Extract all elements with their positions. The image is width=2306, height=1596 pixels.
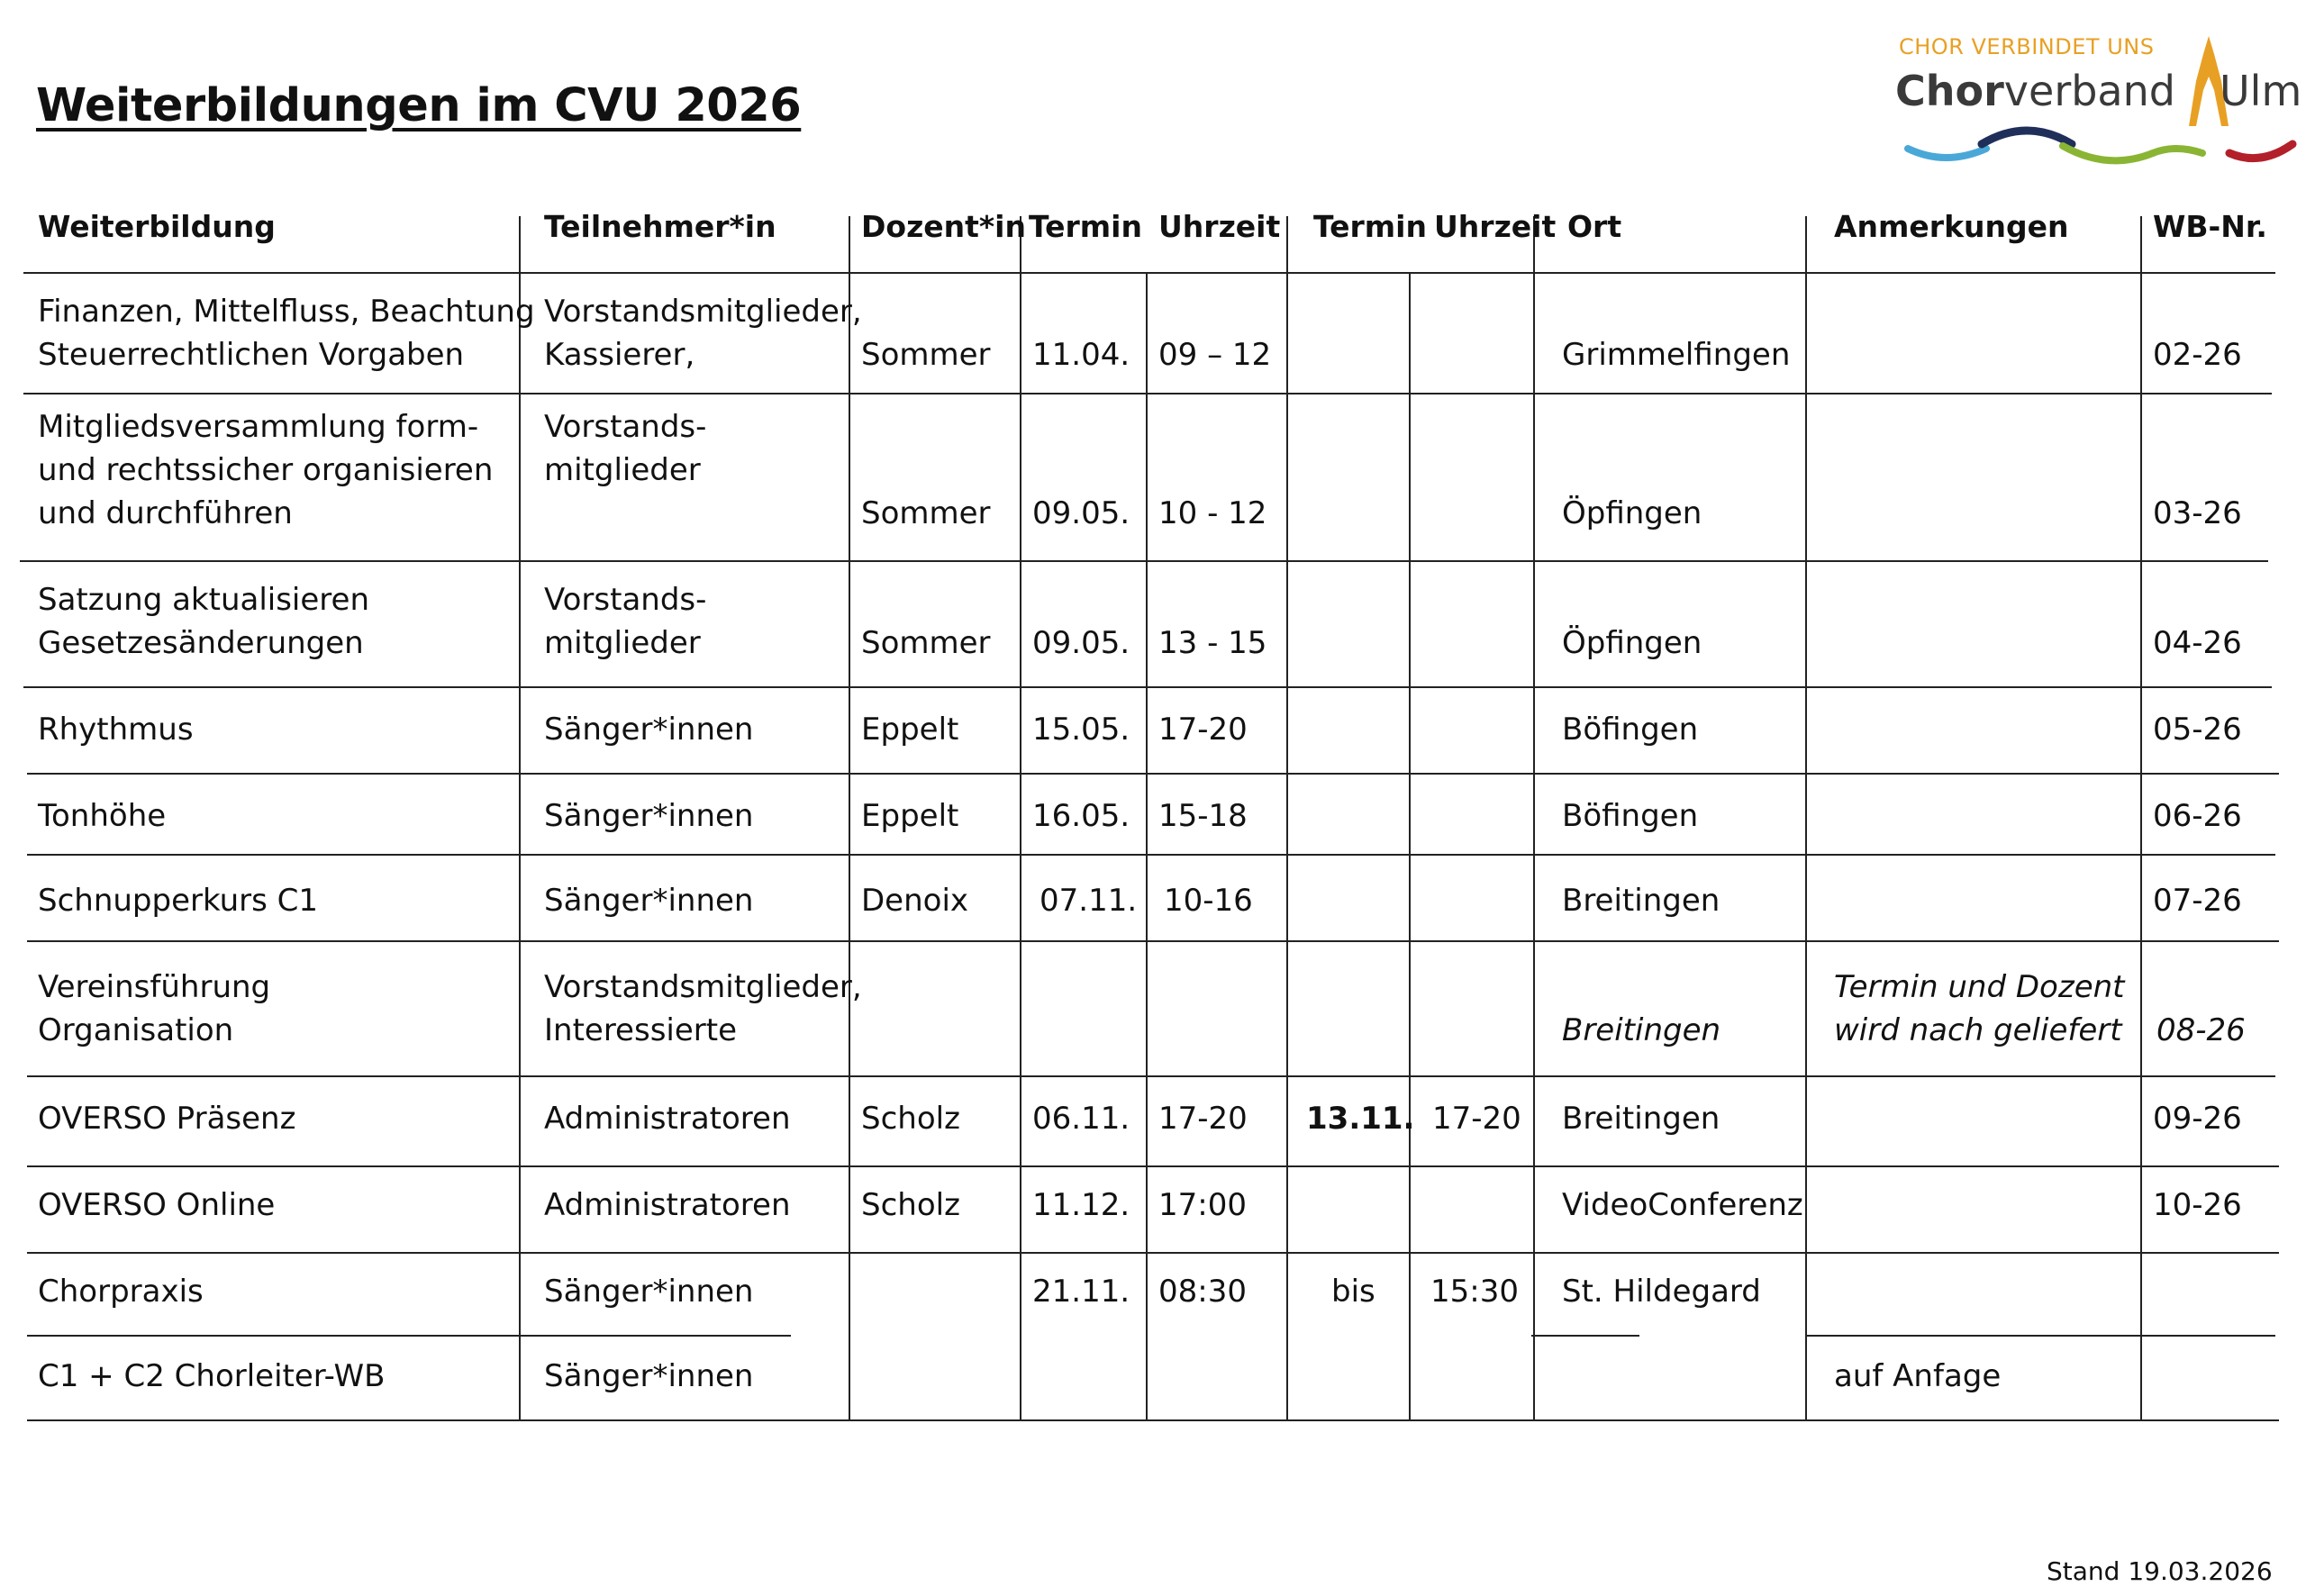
cell-weiterbildung: OVERSO Online [38,1187,276,1223]
row-divider [27,1419,2279,1421]
cell-termin-1: 09.05. [1032,495,1130,531]
header-ort: Ort [1567,209,1622,244]
row-divider [27,1335,791,1337]
column-divider [1020,216,1021,1421]
cell-uhrzeit-1: 09 – 12 [1158,337,1272,373]
cell-ort: Breitingen [1562,1101,1720,1137]
cell-anmerkungen: auf Anfage [1834,1358,2002,1394]
cell-teilnehmer: Sänger*innen [544,883,754,919]
header-wb-nr: WB-Nr. [2153,209,2267,244]
cell-dozent: Sommer [861,495,991,531]
footer-stand-date: Stand 19.03.2026 [2047,1556,2273,1586]
page-title: Weiterbildungen im CVU 2026 [36,79,802,132]
cell-weiterbildung: C1 + C2 Chorleiter-WB [38,1358,386,1394]
cell-weiterbildung: Chorpraxis [38,1274,204,1310]
cell-termin-1: 15.05. [1032,712,1130,748]
row-divider [27,1165,2279,1167]
cell-termin-2: bis [1331,1274,1375,1310]
cell-weiterbildung: Satzung aktualisieren Gesetzesänderungen [38,582,369,661]
row-divider [27,773,2279,775]
column-divider [1286,216,1288,1421]
cell-ort: VideoConferenz [1562,1187,1803,1223]
header-anmerkungen: Anmerkungen [1834,209,2069,244]
cell-dozent: Scholz [861,1101,960,1137]
cell-teilnehmer: Vorstandsmitglieder, Kassierer, [544,294,862,373]
cell-termin-1: 11.12. [1032,1187,1130,1223]
header-termin-2: Termin [1313,209,1427,244]
cell-ort: Breitingen [1562,1012,1721,1048]
column-divider [849,216,850,1421]
column-divider [2140,216,2142,1421]
cell-ort: Böfingen [1562,712,1699,748]
column-divider [519,216,521,1421]
cell-wb-nr: 03-26 [2153,495,2242,531]
cell-teilnehmer: Sänger*innen [544,712,754,748]
cell-termin-2: 13.11. [1306,1101,1415,1137]
cell-wb-nr: 08-26 [2156,1012,2246,1048]
row-divider [1807,1335,2275,1337]
cell-weiterbildung: Finanzen, Mittelfluss, Beachtung Steuerrechtlichen Vorgaben [38,294,535,373]
row-divider [20,560,2268,562]
cell-uhrzeit-1: 08:30 [1158,1274,1247,1310]
cell-dozent: Eppelt [861,712,959,748]
cell-ort: Öpfingen [1562,625,1702,661]
cell-ort: Breitingen [1562,883,1720,919]
cell-dozent: Denoix [861,883,969,919]
cell-dozent: Sommer [861,337,991,373]
header-dozent: Dozent*in [861,209,1026,244]
cell-wb-nr: 10-26 [2153,1187,2242,1223]
row-divider [27,1075,2275,1077]
cell-uhrzeit-1: 10 - 12 [1158,495,1267,531]
cell-teilnehmer: Sänger*innen [544,1274,754,1310]
row-divider [27,854,2275,856]
row-divider [27,1252,2279,1254]
cell-uhrzeit-1: 13 - 15 [1158,625,1267,661]
cell-teilnehmer: Administratoren [544,1187,791,1223]
cell-wb-nr: 04-26 [2153,625,2242,661]
cell-teilnehmer: Administratoren [544,1101,791,1137]
column-divider [1409,272,1411,1421]
cell-dozent: Sommer [861,625,991,661]
logo-wordmark-ulm: Ulm [2220,67,2302,115]
cell-ort: Grimmelfingen [1562,337,1791,373]
cell-wb-nr: 06-26 [2153,798,2242,834]
cell-weiterbildung: Mitgliedsversammlung form- und rechtssicher organisieren und durchführen [38,409,494,531]
cell-weiterbildung: Schnupperkurs C1 [38,883,319,919]
cell-ort: Öpfingen [1562,495,1702,531]
cell-wb-nr: 02-26 [2153,337,2242,373]
logo-wordmark: Chorverband [1895,67,2175,115]
cell-wb-nr: 07-26 [2153,883,2242,919]
cell-anmerkungen: Termin und Dozent wird nach geliefert [1834,969,2125,1048]
cell-uhrzeit-1: 15-18 [1158,798,1248,834]
header-uhrzeit-2: Uhrzeit [1434,209,1557,244]
cell-teilnehmer: Vorstands- mitglieder [544,582,707,661]
cell-teilnehmer: Sänger*innen [544,1358,754,1394]
cell-termin-1: 21.11. [1032,1274,1130,1310]
cell-uhrzeit-1: 17-20 [1158,712,1248,748]
row-divider [23,686,2272,688]
cell-uhrzeit-1: 17:00 [1158,1187,1247,1223]
cell-ort: Böfingen [1562,798,1699,834]
cell-weiterbildung: OVERSO Präsenz [38,1101,296,1137]
cell-teilnehmer: Vorstands- mitglieder [544,409,707,488]
cell-teilnehmer: Sänger*innen [544,798,754,834]
cell-ort: St. Hildegard [1562,1274,1761,1310]
cell-weiterbildung: Vereinsführung Organisation [38,969,271,1048]
row-divider [27,940,2279,942]
header-teilnehmer: Teilnehmer*in [544,209,776,244]
column-divider [1533,216,1535,1421]
cell-termin-1: 07.11. [1040,883,1138,919]
cell-teilnehmer: Vorstandsmitglieder, Interessierte [544,969,862,1048]
cell-wb-nr: 09-26 [2153,1101,2242,1137]
cell-termin-1: 11.04. [1032,337,1130,373]
column-divider [1805,216,1807,1421]
cell-termin-1: 09.05. [1032,625,1130,661]
cell-weiterbildung: Tonhöhe [38,798,167,834]
cell-termin-1: 06.11. [1032,1101,1130,1137]
column-divider [1146,272,1148,1421]
cell-uhrzeit-2: 17-20 [1432,1101,1521,1137]
cell-uhrzeit-1: 17-20 [1158,1101,1248,1137]
cell-weiterbildung: Rhythmus [38,712,194,748]
row-divider [1531,1335,1639,1337]
cell-uhrzeit-2: 15:30 [1430,1274,1519,1310]
header-termin-1: Termin [1029,209,1142,244]
cell-termin-1: 16.05. [1032,798,1130,834]
row-divider [23,272,2275,274]
header-uhrzeit-1: Uhrzeit [1158,209,1281,244]
cell-dozent: Eppelt [861,798,959,834]
row-divider [23,393,2272,394]
header-weiterbildung: Weiterbildung [38,209,276,244]
cell-wb-nr: 05-26 [2153,712,2242,748]
logo-tagline: CHOR VERBINDET UNS [1899,34,2155,59]
cell-uhrzeit-1: 10-16 [1164,883,1253,919]
cell-dozent: Scholz [861,1187,960,1223]
